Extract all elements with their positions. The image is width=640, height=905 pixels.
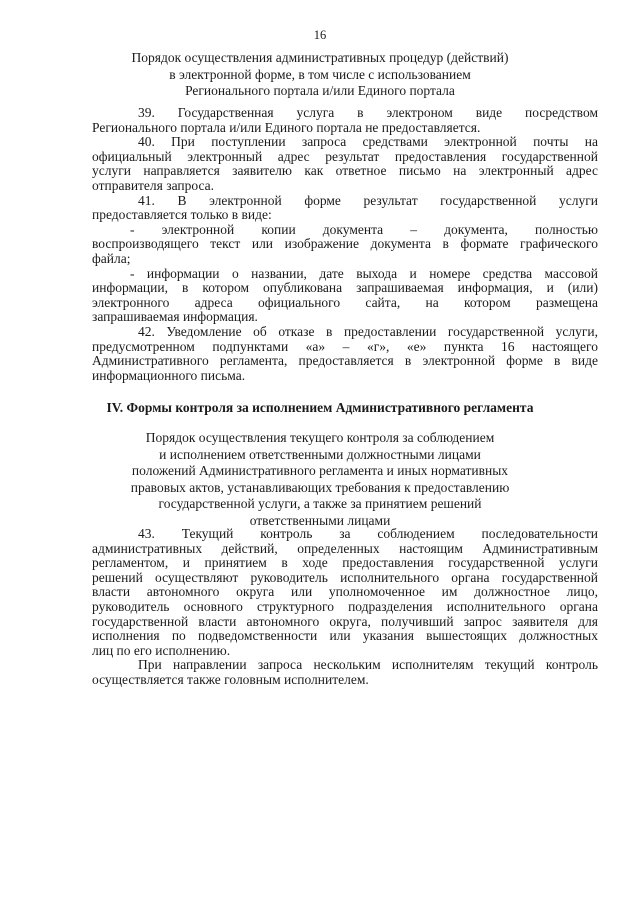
title-line: Порядок осуществления административных процедур (действий) <box>131 50 509 65</box>
title-line: правовых актов, устанавливающих требования к предоставлению <box>130 479 510 495</box>
title-line: государственной услуги, а также за принятием решений <box>158 496 482 511</box>
section-heading-iv: IV. Формы контроля за исполнением Административного регламента <box>106 400 534 415</box>
text-line: исполнения по подведомственности или указания вышестоящих должностных <box>92 628 598 644</box>
text-line: предусмотренном подпунктами «а» – «г», «е» пункта 16 настоящего <box>92 338 598 354</box>
paragraph <box>92 135 598 193</box>
text-line: предоставляется только в виде: <box>92 207 272 223</box>
body-block-electronic-form <box>92 106 598 383</box>
text-line: 42. Уведомление об отказе в предоставлении государственной услуги, <box>138 323 598 339</box>
paragraph <box>92 658 598 687</box>
text-line: 40. При поступлении запроса средствами электронной почты на <box>138 134 598 150</box>
text-line: 41. В электронной форме результат государственной услуги <box>138 192 598 208</box>
text-line: власти автономного округа или уполномоченное им должностное лицо, <box>92 584 598 600</box>
body-block-current-control <box>92 527 598 688</box>
text-line: Регионального портала и/или Единого портала не предоставляется. <box>92 119 481 135</box>
text-line: файла; <box>92 250 131 266</box>
paragraph <box>92 194 598 223</box>
text-line: регламентом, и принятием в ходе предоставления государственной услуги <box>92 555 598 571</box>
title-line: в электронной форме, в том числе с использованием <box>169 66 471 82</box>
text-line: информации, в котором опубликована запрашиваемая информация, и (или) <box>92 280 598 296</box>
text-line: - электронной копии документа – документа, полностью <box>130 221 598 237</box>
text-line: информационного письма. <box>92 367 246 383</box>
text-line: - информации о названии, дате выхода и номере средства массовой <box>130 265 598 281</box>
paragraph <box>92 223 598 267</box>
text-line: административных действий, определенных настоящим Административным <box>92 540 598 556</box>
text-line: услуги направляется заявителю как ответное письмо на электронный адрес <box>92 163 598 179</box>
title-line: Порядок осуществления текущего контроля за соблюдением <box>145 430 495 445</box>
title-line: положений Административного регламента и иных нормативных <box>131 463 509 478</box>
text-line: решений осуществляют руководитель исполнительного органа государственной <box>92 569 598 585</box>
text-line: 39. Государственная услуга в электроном виде посредством <box>138 105 598 120</box>
paragraph <box>92 325 598 383</box>
text-line: электронного адреса официального сайта, на котором размещена <box>92 294 598 310</box>
text-line: запрашиваемая информация. <box>92 309 258 325</box>
text-line: руководитель основного структурного подразделения исполнительного органа <box>92 598 598 614</box>
title-line: и исполнением ответственными должностными лицами <box>159 446 481 462</box>
text-line: Административного регламента, предоставляется в электронной форме в виде <box>92 353 598 369</box>
subsection-title-current-control <box>60 430 580 529</box>
text-line: осуществляется также головным исполнителем. <box>92 671 369 687</box>
page-number: 16 <box>313 28 327 42</box>
paragraph <box>92 527 598 658</box>
text-line: воспроизводящего текст или изображение документа в формате графического <box>92 236 598 252</box>
subsection-title-electronic-form <box>60 50 580 100</box>
title-line: Регионального портала и/или Единого портала <box>185 83 455 98</box>
text-line: При направлении запроса нескольким исполнителям текущий контроль <box>138 657 598 673</box>
text-line: 43. Текущий контроль за соблюдением последовательности <box>138 526 598 541</box>
text-line: отправителя запроса. <box>92 177 214 193</box>
title-line: ответственными лицами <box>249 512 391 528</box>
text-line: государственной власти автономного округа, получивший запрос заявителя для <box>92 613 598 629</box>
paragraph <box>92 106 598 135</box>
text-line: лиц по его исполнению. <box>92 642 231 658</box>
text-line: официальный электронный адрес результат предоставления государственной <box>92 148 598 164</box>
paragraph <box>92 267 598 325</box>
